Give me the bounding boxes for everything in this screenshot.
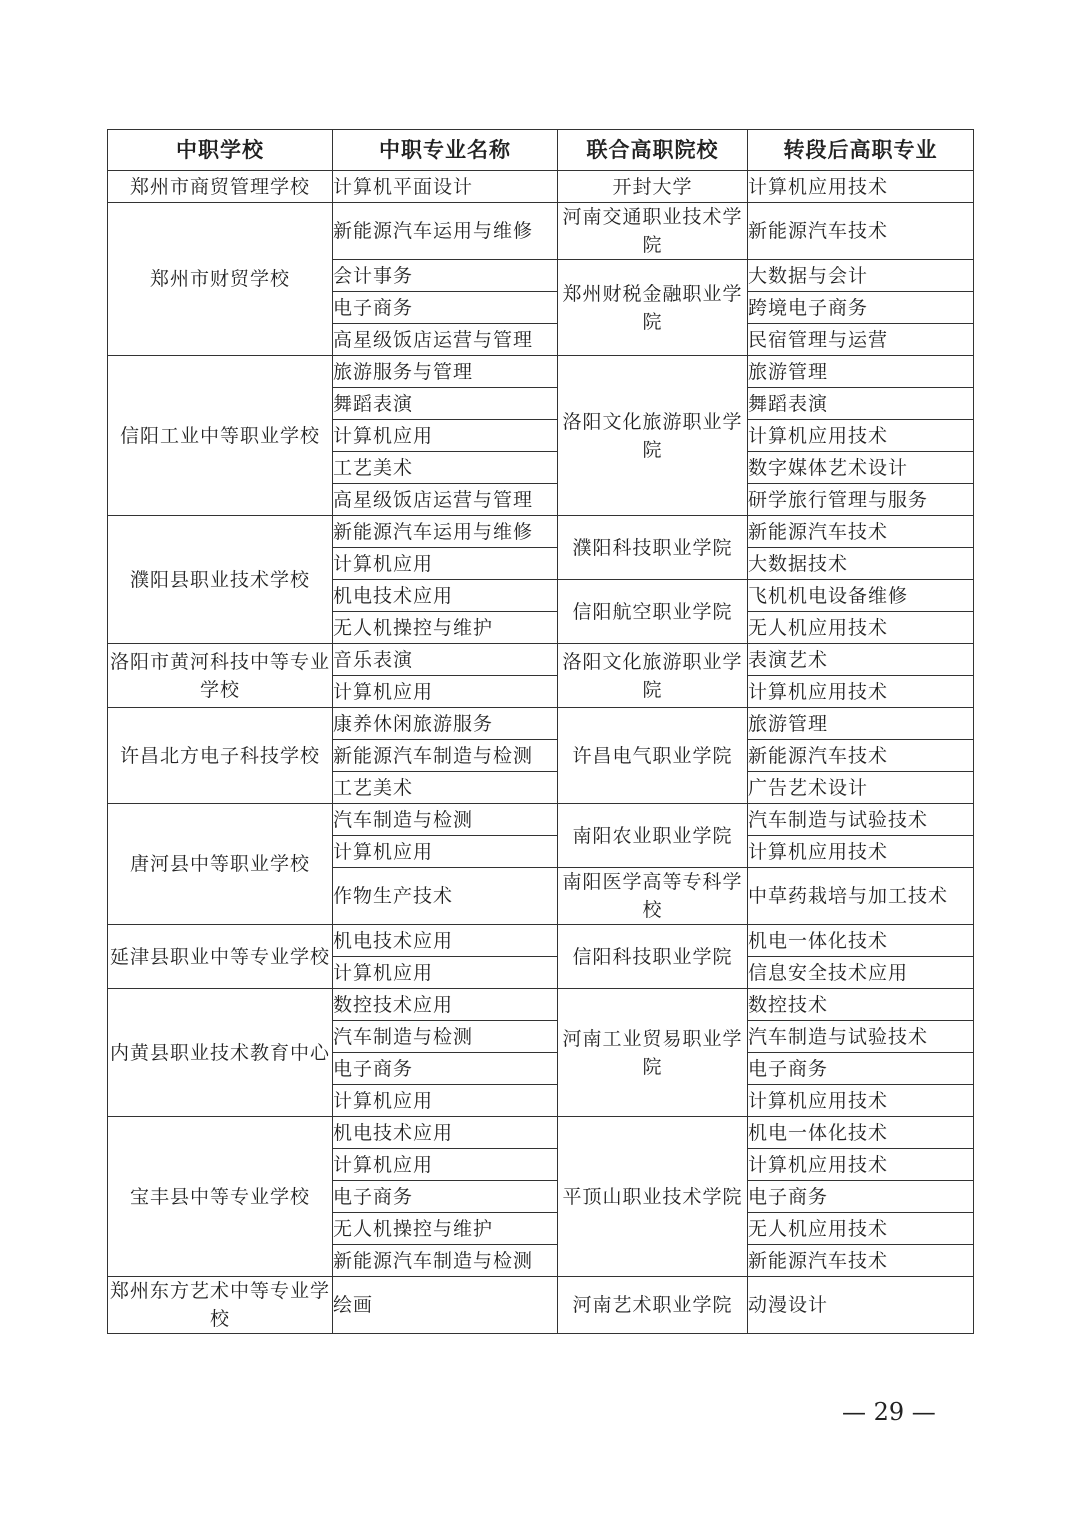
college-cell: 南阳农业职业学院 [558, 804, 748, 868]
major-cell: 机电技术应用 [333, 1117, 558, 1149]
table-row [108, 644, 974, 676]
school-cell: 郑州市财贸学校 [108, 203, 333, 356]
major-cell: 工艺美术 [333, 772, 558, 804]
target-major-cell: 无人机应用技术 [748, 1213, 974, 1245]
major-cell: 绘画 [333, 1277, 558, 1334]
target-major-cell: 新能源汽车技术 [748, 516, 974, 548]
major-cell: 机电技术应用 [333, 925, 558, 957]
college-cell: 河南交通职业技术学院 [558, 203, 748, 260]
college-cell: 濮阳科技职业学院 [558, 516, 748, 580]
target-major-cell: 计算机应用技术 [748, 676, 974, 708]
target-major-cell: 电子商务 [748, 1181, 974, 1213]
target-major-cell: 旅游管理 [748, 708, 974, 740]
major-cell: 无人机操控与维护 [333, 612, 558, 644]
target-major-cell: 计算机应用技术 [748, 1085, 974, 1117]
table-row [108, 925, 974, 957]
target-major-cell: 大数据技术 [748, 548, 974, 580]
major-cell: 工艺美术 [333, 452, 558, 484]
college-cell: 信阳科技职业学院 [558, 925, 748, 989]
target-major-cell: 研学旅行管理与服务 [748, 484, 974, 516]
school-cell: 许昌北方电子科技学校 [108, 708, 333, 804]
college-cell: 洛阳文化旅游职业学院 [558, 356, 748, 516]
major-cell: 电子商务 [333, 1181, 558, 1213]
table-row [108, 1277, 974, 1334]
school-cell: 信阳工业中等职业学校 [108, 356, 333, 516]
major-cell: 新能源汽车制造与检测 [333, 740, 558, 772]
major-cell: 计算机应用 [333, 836, 558, 868]
college-cell: 河南工业贸易职业学院 [558, 989, 748, 1117]
table-row [108, 171, 974, 203]
target-major-cell: 新能源汽车技术 [748, 203, 974, 260]
school-cell: 延津县职业中等专业学校 [108, 925, 333, 989]
school-cell: 郑州东方艺术中等专业学校 [108, 1277, 333, 1334]
header-secondary-major: 中职专业名称 [333, 130, 558, 171]
college-cell: 郑州财税金融职业学院 [558, 260, 748, 356]
major-cell: 高星级饭店运营与管理 [333, 484, 558, 516]
table-row [108, 1117, 974, 1149]
major-cell: 计算机应用 [333, 1085, 558, 1117]
school-cell: 洛阳市黄河科技中等专业学校 [108, 644, 333, 708]
table-row [108, 804, 974, 836]
target-major-cell: 大数据与会计 [748, 260, 974, 292]
target-major-cell: 飞机机电设备维修 [748, 580, 974, 612]
target-major-cell: 无人机应用技术 [748, 612, 974, 644]
school-cell: 唐河县中等职业学校 [108, 804, 333, 925]
header-secondary-school: 中职学校 [108, 130, 333, 171]
target-major-cell: 新能源汽车技术 [748, 740, 974, 772]
major-cell: 数控技术应用 [333, 989, 558, 1021]
target-major-cell: 跨境电子商务 [748, 292, 974, 324]
target-major-cell: 民宿管理与运营 [748, 324, 974, 356]
target-major-cell: 电子商务 [748, 1053, 974, 1085]
target-major-cell: 计算机应用技术 [748, 171, 974, 203]
school-cell: 濮阳县职业技术学校 [108, 516, 333, 644]
target-major-cell: 数控技术 [748, 989, 974, 1021]
target-major-cell: 机电一体化技术 [748, 1117, 974, 1149]
page-number: — 29 — [842, 1398, 936, 1426]
target-major-cell: 表演艺术 [748, 644, 974, 676]
major-cell: 电子商务 [333, 292, 558, 324]
target-major-cell: 机电一体化技术 [748, 925, 974, 957]
major-cell: 计算机应用 [333, 957, 558, 989]
target-major-cell: 汽车制造与试验技术 [748, 804, 974, 836]
target-major-cell: 计算机应用技术 [748, 836, 974, 868]
major-cell: 康养休闲旅游服务 [333, 708, 558, 740]
major-cell: 机电技术应用 [333, 580, 558, 612]
table-row [108, 989, 974, 1021]
school-cell: 内黄县职业技术教育中心 [108, 989, 333, 1117]
college-cell: 许昌电气职业学院 [558, 708, 748, 804]
major-cell: 新能源汽车运用与维修 [333, 516, 558, 548]
major-cell: 会计事务 [333, 260, 558, 292]
major-cell: 新能源汽车制造与检测 [333, 1245, 558, 1277]
target-major-cell: 计算机应用技术 [748, 420, 974, 452]
target-major-cell: 汽车制造与试验技术 [748, 1021, 974, 1053]
table-row [108, 203, 974, 260]
school-cell: 郑州市商贸管理学校 [108, 171, 333, 203]
major-cell: 汽车制造与检测 [333, 804, 558, 836]
college-cell: 平顶山职业技术学院 [558, 1117, 748, 1277]
college-cell: 洛阳文化旅游职业学院 [558, 644, 748, 708]
college-cell: 南阳医学高等专科学校 [558, 868, 748, 925]
table-row [108, 516, 974, 548]
target-major-cell: 动漫设计 [748, 1277, 974, 1334]
target-major-cell: 中草药栽培与加工技术 [748, 868, 974, 925]
major-cell: 舞蹈表演 [333, 388, 558, 420]
college-cell: 开封大学 [558, 171, 748, 203]
school-cell: 宝丰县中等专业学校 [108, 1117, 333, 1277]
major-cell: 作物生产技术 [333, 868, 558, 925]
major-cell: 旅游服务与管理 [333, 356, 558, 388]
table-row [108, 356, 974, 388]
major-cell: 计算机应用 [333, 548, 558, 580]
target-major-cell: 旅游管理 [748, 356, 974, 388]
major-cell: 无人机操控与维护 [333, 1213, 558, 1245]
college-cell: 河南艺术职业学院 [558, 1277, 748, 1334]
pathway-table [107, 129, 974, 1334]
major-cell: 计算机应用 [333, 1149, 558, 1181]
major-cell: 计算机应用 [333, 676, 558, 708]
target-major-cell: 计算机应用技术 [748, 1149, 974, 1181]
target-major-cell: 数字媒体艺术设计 [748, 452, 974, 484]
header-partner-college: 联合高职院校 [558, 130, 748, 171]
major-cell: 计算机平面设计 [333, 171, 558, 203]
header-college-major: 转段后高职专业 [748, 130, 974, 171]
major-cell: 电子商务 [333, 1053, 558, 1085]
major-cell: 音乐表演 [333, 644, 558, 676]
college-cell: 信阳航空职业学院 [558, 580, 748, 644]
target-major-cell: 新能源汽车技术 [748, 1245, 974, 1277]
target-major-cell: 舞蹈表演 [748, 388, 974, 420]
target-major-cell: 广告艺术设计 [748, 772, 974, 804]
major-cell: 新能源汽车运用与维修 [333, 203, 558, 260]
target-major-cell: 信息安全技术应用 [748, 957, 974, 989]
major-cell: 高星级饭店运营与管理 [333, 324, 558, 356]
major-cell: 计算机应用 [333, 420, 558, 452]
table-header-row [108, 130, 974, 171]
table-row [108, 708, 974, 740]
major-cell: 汽车制造与检测 [333, 1021, 558, 1053]
